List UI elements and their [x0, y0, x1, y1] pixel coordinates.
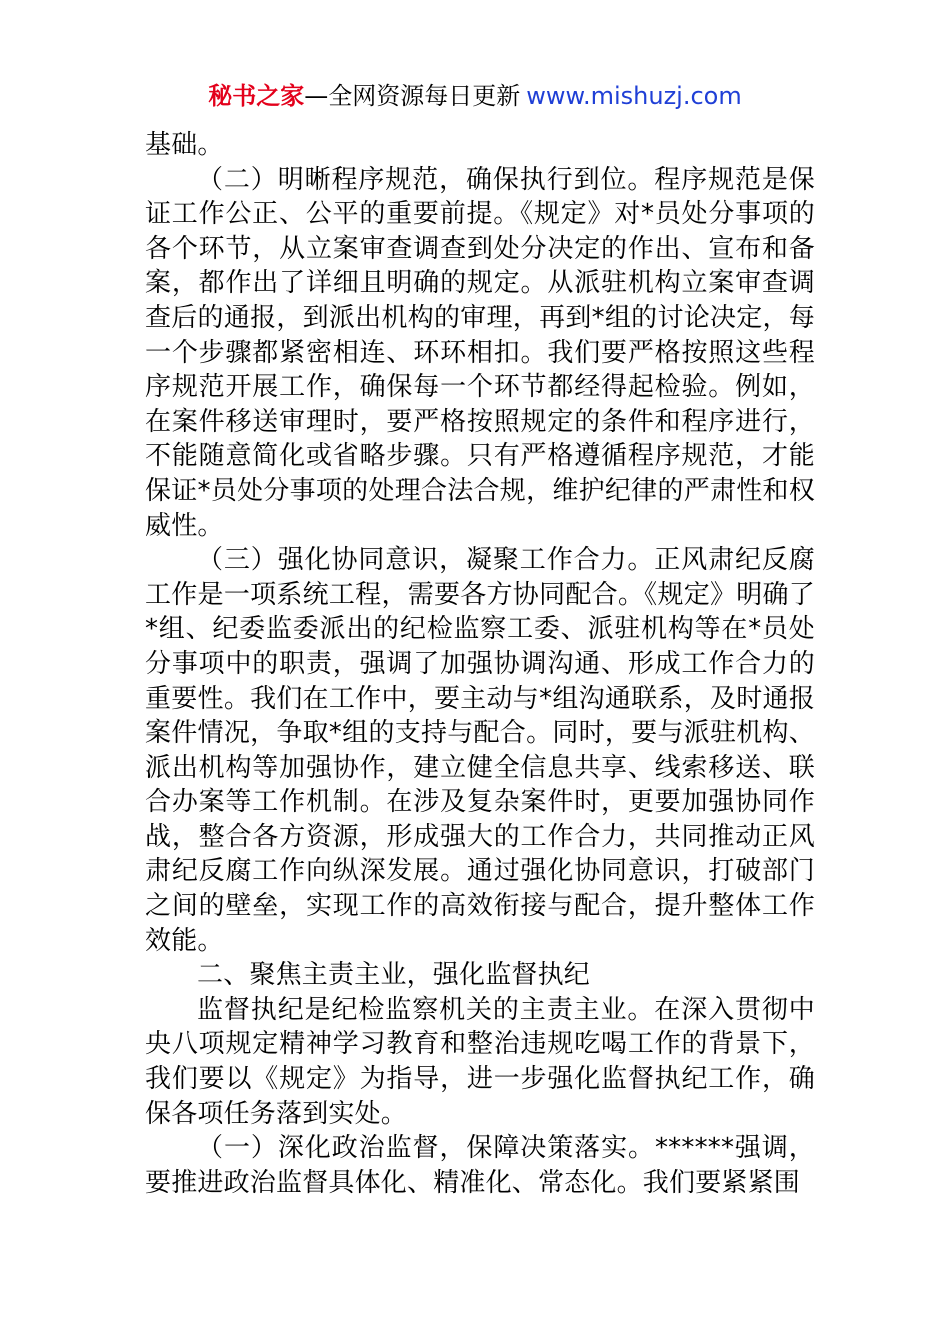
header-tagline: —全网资源每日更新: [304, 82, 521, 110]
document-body: [145, 128, 815, 1200]
paragraph-supervision: 监督执纪是纪检监察机关的主责主业。在深入贯彻中央八项规定精神学习教育和整治违规吃喝工作的背景下，我们要以《规定》为指导，进一步强化监督执纪工作，确保各项任务落到实处。: [145, 994, 815, 1129]
section-heading: 二、聚焦主责主业，强化监督执纪: [197, 960, 591, 991]
paragraph-continuation: 基础。: [145, 130, 224, 160]
paragraph-procedure: （二）明晰程序规范，确保执行到位。程序规范是保证工作公正、公平的重要前提。《规定》对*员处分事项的各个环节，从立案审查调查到处分决定的作出、宣布和备案，都作出了详细且明确的规定。从派驻机构立案审查调查后的通报，到派出机构的审理，再到*组的讨论决定，每一个步骤都紧密相连、环环相扣。我们要严格按照这些程序规范开展工作，确保每一个环节都经得起检验。例如，在案件移送审理时，要严格按照规定的条件和程序进行，不能随意简化或省略步骤。只有严格遵循程序规范，才能保证*员处分事项的处理合法合规，维护纪律的严肃性和权威性。: [145, 164, 815, 541]
site-url-link[interactable]: www.mishuzj.com: [526, 82, 742, 110]
page-header: [0, 80, 950, 112]
brand-name: 秘书之家: [208, 82, 305, 110]
paragraph-coordination: （三）强化协同意识，凝聚工作合力。正风肃纪反腐工作是一项系统工程，需要各方协同配合。《规定》明确了*组、纪委监委派出的纪检监察工委、派驻机构等在*员处分事项中的职责，强调了加强协调沟通、形成工作合力的重要性。我们在工作中，要主动与*组沟通联系，及时通报案件情况，争取*组的支持与配合。同时，要与派驻机构、派出机构等加强协作，建立健全信息共享、线索移送、联合办案等工作机制。在涉及复杂案件时，更要加强协同作战，整合各方资源，形成强大的工作合力，共同推动正风肃纪反腐工作向纵深发展。通过强化协同意识，打破部门之间的壁垒，实现工作的高效衔接与配合，提升整体工作效能。: [145, 545, 815, 956]
paragraph-political-supervision: （一）深化政治监督，保障决策落实。******强调，要推进政治监督具体化、精准化、常态化。我们要紧紧围: [145, 1133, 815, 1198]
